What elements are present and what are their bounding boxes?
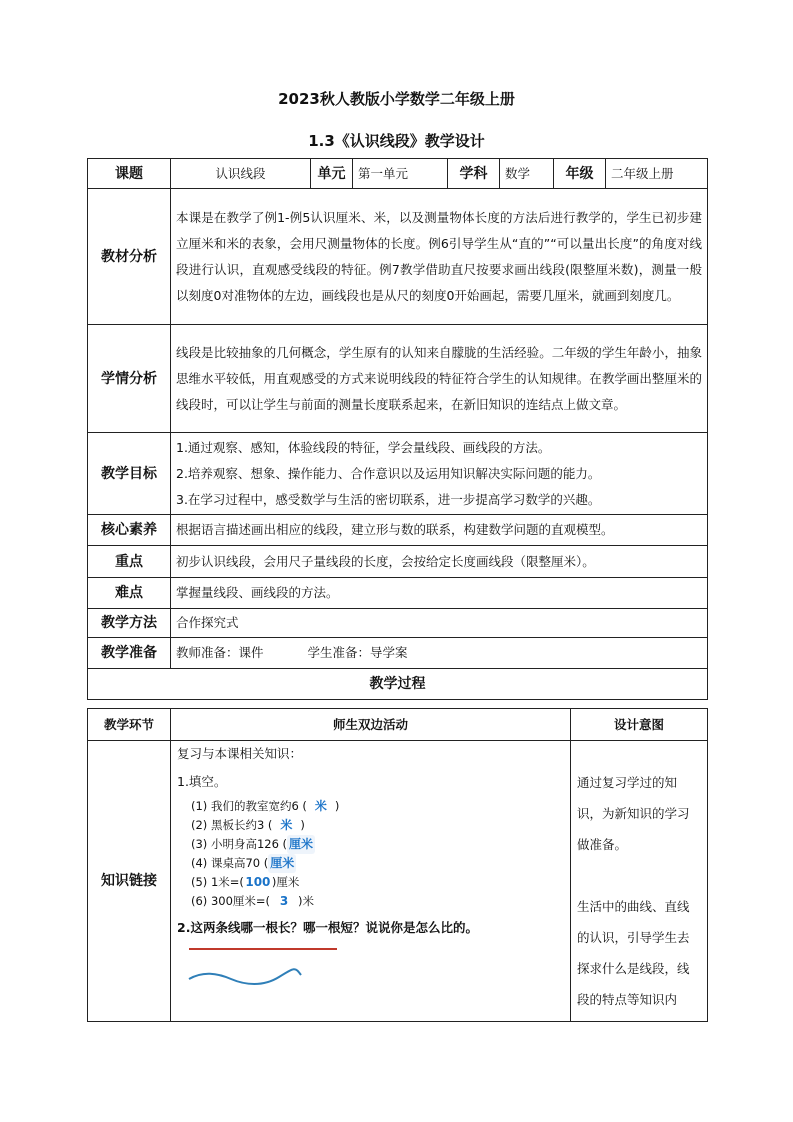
- goals-row: [88, 433, 708, 515]
- teacher-prep: 教师准备：课件: [176, 645, 264, 660]
- student-analysis-label: 学情分析: [88, 325, 171, 433]
- review-intro: 复习与本课相关知识：: [177, 746, 303, 761]
- activity-cell: [171, 741, 571, 1022]
- document-title: 2023秋人教版小学数学二年级上册: [278, 90, 515, 108]
- fill-item: (5) 1米=(100)厘米: [191, 875, 300, 889]
- core-literacy-row: [88, 515, 708, 546]
- student-analysis-row: [88, 325, 708, 433]
- wavy-line: [189, 969, 301, 984]
- textbook-analysis-label: 教材分析: [88, 189, 171, 325]
- topic-row: [88, 159, 708, 189]
- subject-value: 数学: [500, 159, 554, 189]
- topic-label: 课题: [88, 159, 171, 189]
- goal-item: 1.通过观察、感知，体验线段的特征，学会量线段、画线段的方法。: [176, 439, 551, 455]
- key-point-label: 重点: [88, 546, 171, 578]
- textbook-analysis-text: 本课是在教学了例1-例5认识厘米、米，以及测量物体长度的方法后进行教学的，学生已初步建立厘米和米的表象，会用尺测量物体的长度。例6引导学生从“直的”“可以量出长度”的角度对线段进行认识，直观感受线段的特征。例7教学借助直尺按要求画出线段(限整厘米数)，测量一般以刻度0对准物体的左边，画线段也是从尺的刻度0开始画起，需要几厘米，就画到刻度几。: [171, 189, 708, 325]
- method-label: 教学方法: [88, 609, 171, 638]
- stage-column-header: 教学环节: [88, 709, 171, 741]
- goals-list: [171, 433, 708, 515]
- question-1: 1.填空。: [177, 774, 227, 789]
- goal-item: 3.在学习过程中，感受数学与生活的密切联系，进一步提高学习数学的兴趣。: [176, 491, 601, 507]
- goal-item: 2.培养观察、想象、操作能力、合作意识以及运用知识解决实际问题的能力。: [176, 465, 601, 481]
- difficulty-row: [88, 578, 708, 609]
- lesson-title: 1.3《认识线段》教学设计: [308, 132, 485, 150]
- student-analysis-text: 线段是比较抽象的几何概念，学生原有的认知来自朦胧的生活经验。二年级的学生年龄小，抽象思维水平较低，用直观感受的方式来说明线段的特征符合学生的认知规律。在教学画出整厘米的线段时，可以让学生与前面的测量长度联系起来，在新旧知识的连结点上做文章。: [171, 325, 708, 433]
- unit-label: 单元: [311, 159, 353, 189]
- fill-item: (4) 课桌高70 ( 厘米: [191, 854, 564, 873]
- key-point-row: [88, 546, 708, 578]
- intent-text-2: 生活中的曲线、直线的认识，引导学生去探求什么是线段，线段的特点等知识内: [577, 899, 690, 1007]
- lesson-plan-table: [87, 158, 708, 700]
- intent-text-1: 通过复习学过的知识，为新知识的学习做准备。: [577, 775, 690, 852]
- difficulty-label: 难点: [88, 578, 171, 609]
- fill-item: (1) 我们的教室宽约6 ( 米 ): [191, 799, 340, 813]
- process-title-row: [88, 669, 708, 700]
- key-point-text: 初步认识线段，会用尺子量线段的长度，会按给定长度画线段（限整厘米）。: [171, 546, 708, 578]
- fill-in-exercise: [191, 797, 564, 911]
- process-header-row: [88, 709, 708, 741]
- intent-cell: [571, 741, 708, 1022]
- core-literacy-text: 根据语言描述画出相应的线段，建立形与数的联系，构建数学问题的直观模型。: [171, 515, 708, 546]
- student-prep: 学生准备：导学案: [307, 645, 408, 660]
- grade-value: 二年级上册: [606, 159, 708, 189]
- unit-value: 第一单元: [353, 159, 448, 189]
- difficulty-text: 掌握量线段、画线段的方法。: [171, 578, 708, 609]
- preparation-label: 教学准备: [88, 638, 171, 669]
- core-literacy-label: 核心素养: [88, 515, 171, 546]
- preparation-row: [88, 638, 708, 669]
- lines-svg: [183, 941, 383, 993]
- fill-item: (3) 小明身高126 ( 厘米: [191, 835, 564, 854]
- grade-label: 年级: [554, 159, 606, 189]
- method-row: [88, 609, 708, 638]
- question-2: 2.这两条线哪一根长？哪一根短？说说你是怎么比的。: [177, 920, 478, 935]
- goals-label: 教学目标: [88, 433, 171, 515]
- preparation-text: [171, 638, 708, 669]
- method-text: 合作探究式: [171, 609, 708, 638]
- line-comparison-figure: [177, 939, 564, 991]
- knowledge-link-row: [88, 741, 708, 1022]
- process-title: 教学过程: [88, 669, 708, 700]
- process-table: [87, 708, 708, 1022]
- stage-knowledge-link: 知识链接: [88, 741, 171, 1022]
- fill-item: (6) 300厘米=( 3 )米: [191, 894, 315, 908]
- textbook-analysis-row: [88, 189, 708, 325]
- activity-column-header: 师生双边活动: [171, 709, 571, 741]
- topic-value: 认识线段: [171, 159, 311, 189]
- intent-column-header: 设计意图: [571, 709, 708, 741]
- fill-item: (2) 黑板长约3 ( 米 ): [191, 818, 305, 832]
- subject-label: 学科: [448, 159, 500, 189]
